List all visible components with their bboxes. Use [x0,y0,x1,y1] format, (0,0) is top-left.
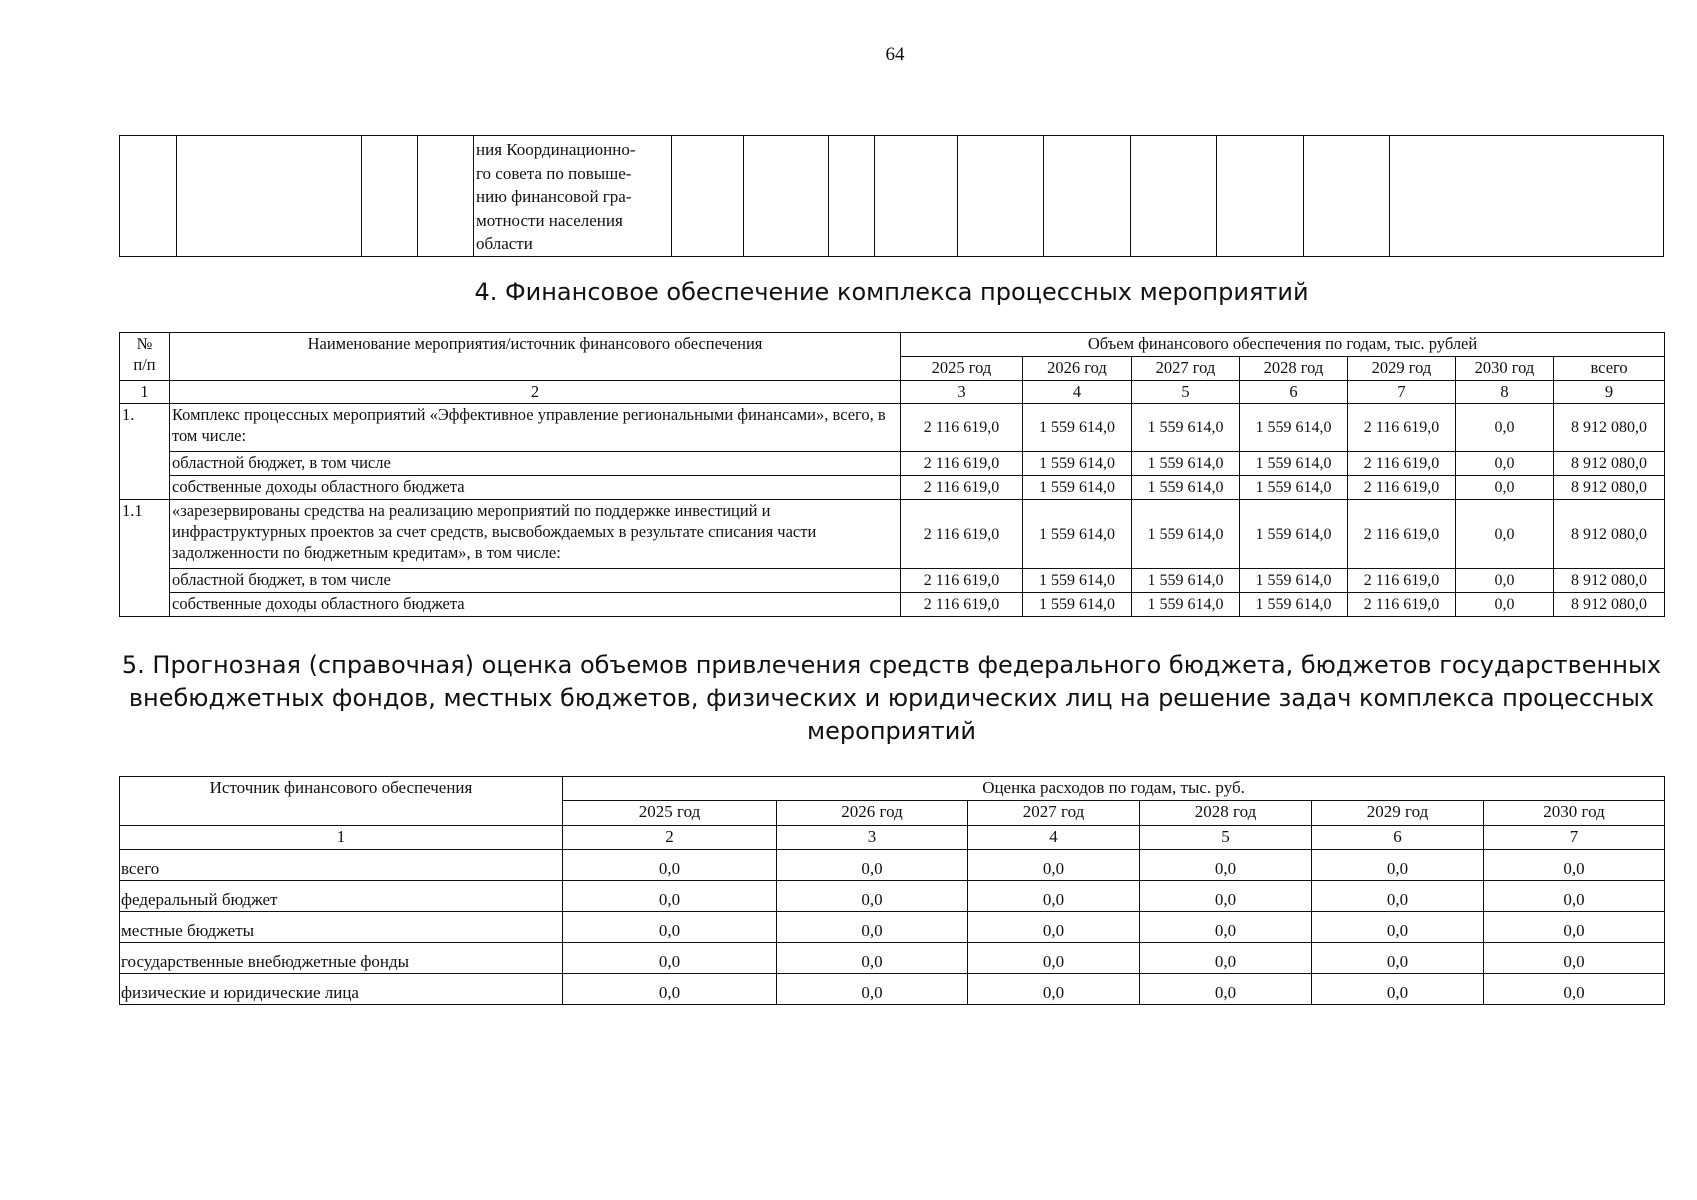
value-cell: 2 116 619,0 [901,404,1023,452]
value-cell: 0,0 [777,850,968,881]
col-number: 5 [1132,381,1240,404]
value-cell: 0,0 [968,943,1140,974]
value-cell: 1 559 614,0 [1023,569,1132,593]
value-cell: 0,0 [777,974,968,1005]
fragment-cell [672,136,744,257]
value-cell: 1 559 614,0 [1240,404,1348,452]
row-name: Комплекс процессных мероприятий «Эффективное управление региональными финансами», всего, в том числе: [170,404,901,452]
header-name: Наименование мероприятия/источник финансового обеспечения [170,333,901,381]
value-cell: 1 559 614,0 [1132,404,1240,452]
value-cell: 0,0 [777,912,968,943]
forecast-table [119,776,1665,1005]
col-number: 3 [901,381,1023,404]
value-cell: 8 912 080,0 [1554,404,1665,452]
table-row [120,974,1665,1005]
section4-title: 4. Финансовое обеспечение комплекса процессных мероприятий [474,278,1309,306]
header-estimate: Оценка расходов по годам, тыс. руб. [563,777,1665,801]
page-number: 64 [885,44,905,65]
col-number: 4 [968,826,1140,850]
col-number: 6 [1312,826,1484,850]
fragment-cell [1044,136,1131,257]
value-cell: 0,0 [1140,850,1312,881]
row-name: собственные доходы областного бюджета [170,593,901,617]
fragment-cell [1304,136,1390,257]
table-row [120,593,1665,617]
row-num: 1.1 [120,500,170,617]
value-cell: 0,0 [1484,912,1665,943]
fragment-text: ния Координационно- го совета по повыше- нию финансовой гра- мотности населения области [476,140,636,253]
value-cell: 8 912 080,0 [1554,452,1665,476]
value-cell: 1 559 614,0 [1132,593,1240,617]
value-cell: 2 116 619,0 [901,593,1023,617]
financing-table [119,332,1665,617]
value-cell: 0,0 [563,912,777,943]
value-cell: 1 559 614,0 [1240,569,1348,593]
value-cell: 8 912 080,0 [1554,593,1665,617]
header-year: 2026 год [777,801,968,826]
col-number: 4 [1023,381,1132,404]
value-cell: 1 559 614,0 [1240,500,1348,569]
value-cell: 1 559 614,0 [1023,452,1132,476]
value-cell: 0,0 [1456,452,1554,476]
value-cell: 0,0 [563,850,777,881]
table-row [120,452,1665,476]
value-cell: 8 912 080,0 [1554,476,1665,500]
value-cell: 1 559 614,0 [1240,452,1348,476]
fragment-cell [744,136,829,257]
value-cell: 2 116 619,0 [1348,404,1456,452]
fragment-cell [829,136,875,257]
header-year: 2029 год [1312,801,1484,826]
col-number: 2 [563,826,777,850]
table-row [120,881,1665,912]
value-cell: 0,0 [563,974,777,1005]
header-volume: Объем финансового обеспечения по годам, тыс. рублей [901,333,1665,357]
value-cell: 1 559 614,0 [1132,452,1240,476]
value-cell: 1 559 614,0 [1132,569,1240,593]
value-cell: 0,0 [1140,974,1312,1005]
header-year: 2025 год [901,357,1023,381]
value-cell: 2 116 619,0 [901,500,1023,569]
value-cell: 1 559 614,0 [1240,593,1348,617]
header-year: 2027 год [968,801,1140,826]
value-cell: 0,0 [1484,881,1665,912]
col-number: 2 [170,381,901,404]
fragment-cell [362,136,418,257]
source-label: местные бюджеты [120,912,563,943]
header-total: всего [1554,357,1665,381]
value-cell: 0,0 [1312,850,1484,881]
value-cell: 0,0 [1140,881,1312,912]
value-cell: 0,0 [968,850,1140,881]
value-cell: 0,0 [1456,569,1554,593]
header-year: 2028 год [1240,357,1348,381]
value-cell: 2 116 619,0 [901,476,1023,500]
value-cell: 2 116 619,0 [1348,569,1456,593]
value-cell: 0,0 [777,943,968,974]
header-year: 2025 год [563,801,777,826]
header-year: 2030 год [1456,357,1554,381]
value-cell: 2 116 619,0 [1348,476,1456,500]
fragment-cell [177,136,362,257]
value-cell: 0,0 [968,912,1140,943]
value-cell: 1 559 614,0 [1132,500,1240,569]
value-cell: 0,0 [1312,912,1484,943]
header-year: 2029 год [1348,357,1456,381]
col-number: 3 [777,826,968,850]
row-name: областной бюджет, в том числе [170,452,901,476]
value-cell: 0,0 [563,943,777,974]
row-name: областной бюджет, в том числе [170,569,901,593]
value-cell: 2 116 619,0 [1348,500,1456,569]
col-number: 6 [1240,381,1348,404]
value-cell: 1 559 614,0 [1023,476,1132,500]
value-cell: 8 912 080,0 [1554,569,1665,593]
header-num: № п/п [120,333,170,381]
value-cell: 0,0 [1140,912,1312,943]
fragment-cell [1390,136,1664,257]
col-number: 7 [1348,381,1456,404]
source-label: физические и юридические лица [120,974,563,1005]
value-cell: 2 116 619,0 [901,452,1023,476]
table-row [120,500,1665,569]
value-cell: 1 559 614,0 [1023,404,1132,452]
value-cell: 0,0 [1140,943,1312,974]
fragment-cell [418,136,474,257]
fragment-text-cell [474,136,672,257]
table-row [120,476,1665,500]
fragment-cell [1131,136,1217,257]
value-cell: 0,0 [563,881,777,912]
value-cell: 0,0 [1484,850,1665,881]
col-number: 1 [120,826,563,850]
value-cell: 1 559 614,0 [1132,476,1240,500]
fragment-cell [120,136,177,257]
row-num: 1. [120,404,170,500]
row-name: собственные доходы областного бюджета [170,476,901,500]
source-label: федеральный бюджет [120,881,563,912]
source-label: государственные внебюджетные фонды [120,943,563,974]
row-name: «зарезервированы средства на реализацию мероприятий по поддержке инвестиций и инфраструктурных проектов за счет средств, высвобождаемых в результате списания части задолженности по бюджетным кредитам», в том числе: [170,500,901,569]
header-year: 2026 год [1023,357,1132,381]
section5-title: 5. Прогнозная (справочная) оценка объемов привлечения средств федерального бюджета, бюджетов государственных внебюджетных фондов, местных бюджетов, физических и юридических лиц на решение задач комплекса процессных мероприятий [121,651,1662,745]
table-row [120,943,1665,974]
value-cell: 0,0 [1312,881,1484,912]
value-cell: 8 912 080,0 [1554,500,1665,569]
source-label: всего [120,850,563,881]
value-cell: 0,0 [1456,476,1554,500]
value-cell: 2 116 619,0 [1348,452,1456,476]
col-number: 5 [1140,826,1312,850]
value-cell: 0,0 [1456,593,1554,617]
value-cell: 0,0 [1312,943,1484,974]
col-number: 7 [1484,826,1665,850]
fragment-cell [875,136,958,257]
continued-table-fragment [119,135,1664,257]
value-cell: 0,0 [777,881,968,912]
fragment-cell [958,136,1044,257]
value-cell: 2 116 619,0 [901,569,1023,593]
value-cell: 1 559 614,0 [1023,500,1132,569]
value-cell: 0,0 [1456,404,1554,452]
table-row [120,404,1665,452]
table-row [120,569,1665,593]
col-number: 9 [1554,381,1665,404]
value-cell: 0,0 [968,881,1140,912]
fragment-cell [1217,136,1304,257]
value-cell: 0,0 [1484,943,1665,974]
value-cell: 0,0 [968,974,1140,1005]
value-cell: 0,0 [1484,974,1665,1005]
header-year: 2027 год [1132,357,1240,381]
value-cell: 0,0 [1456,500,1554,569]
header-source: Источник финансового обеспечения [120,777,563,826]
value-cell: 0,0 [1312,974,1484,1005]
header-year: 2030 год [1484,801,1665,826]
col-number: 8 [1456,381,1554,404]
col-number: 1 [120,381,170,404]
value-cell: 2 116 619,0 [1348,593,1456,617]
value-cell: 1 559 614,0 [1240,476,1348,500]
header-year: 2028 год [1140,801,1312,826]
table-row [120,912,1665,943]
value-cell: 1 559 614,0 [1023,593,1132,617]
table-row [120,850,1665,881]
